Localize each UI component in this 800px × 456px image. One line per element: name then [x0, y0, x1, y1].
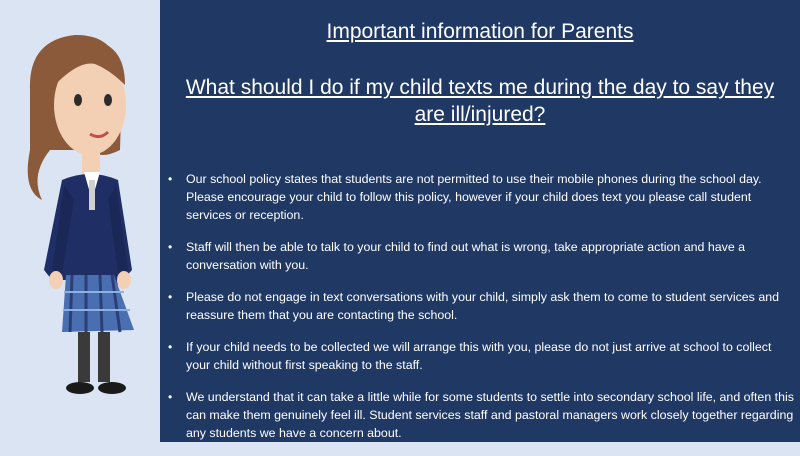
list-item-text: Staff will then be able to talk to your child to find out what is wrong, take appropriate action and have a conversation with you.: [186, 240, 746, 272]
schoolgirl-illustration: [0, 0, 160, 450]
page-title: Important information for Parents: [326, 20, 634, 43]
list-item-text: Our school policy states that students are not permitted to use their mobile phones during the school day. Please encourage your child to follow this policy, however if your child does text you please call student services or reception.: [186, 172, 762, 222]
list-item: [166, 388, 794, 442]
bullet-icon: •: [168, 172, 173, 186]
bullet-icon: •: [168, 340, 173, 354]
bullet-icon: •: [168, 240, 173, 254]
list-item-text: If your child needs to be collected we will arrange this with you, please do not just arrive at school to collect your child without first speaking to the staff.: [186, 340, 772, 372]
list-item-text: We understand that it can take a little while for some students to settle into secondary school life, and often this can make them genuinely feel ill. Student services staff and pastoral managers work closely together regarding any students we have a concern about.: [186, 390, 794, 440]
question-heading: What should I do if my child texts me during the day to say they are ill/injured?: [185, 76, 775, 126]
list-item-text: Please do not engage in text conversations with your child, simply ask them to come to student services and reassure them that you are contacting the school.: [186, 290, 779, 322]
list-item: [166, 288, 794, 324]
illustration-panel: [0, 0, 160, 450]
bullet-icon: •: [168, 290, 173, 304]
list-item: [166, 238, 794, 274]
list-item: [166, 170, 794, 224]
bullet-icon: •: [168, 390, 173, 404]
policy-list: [166, 170, 794, 456]
information-panel: [160, 0, 800, 442]
list-item: [166, 338, 794, 374]
